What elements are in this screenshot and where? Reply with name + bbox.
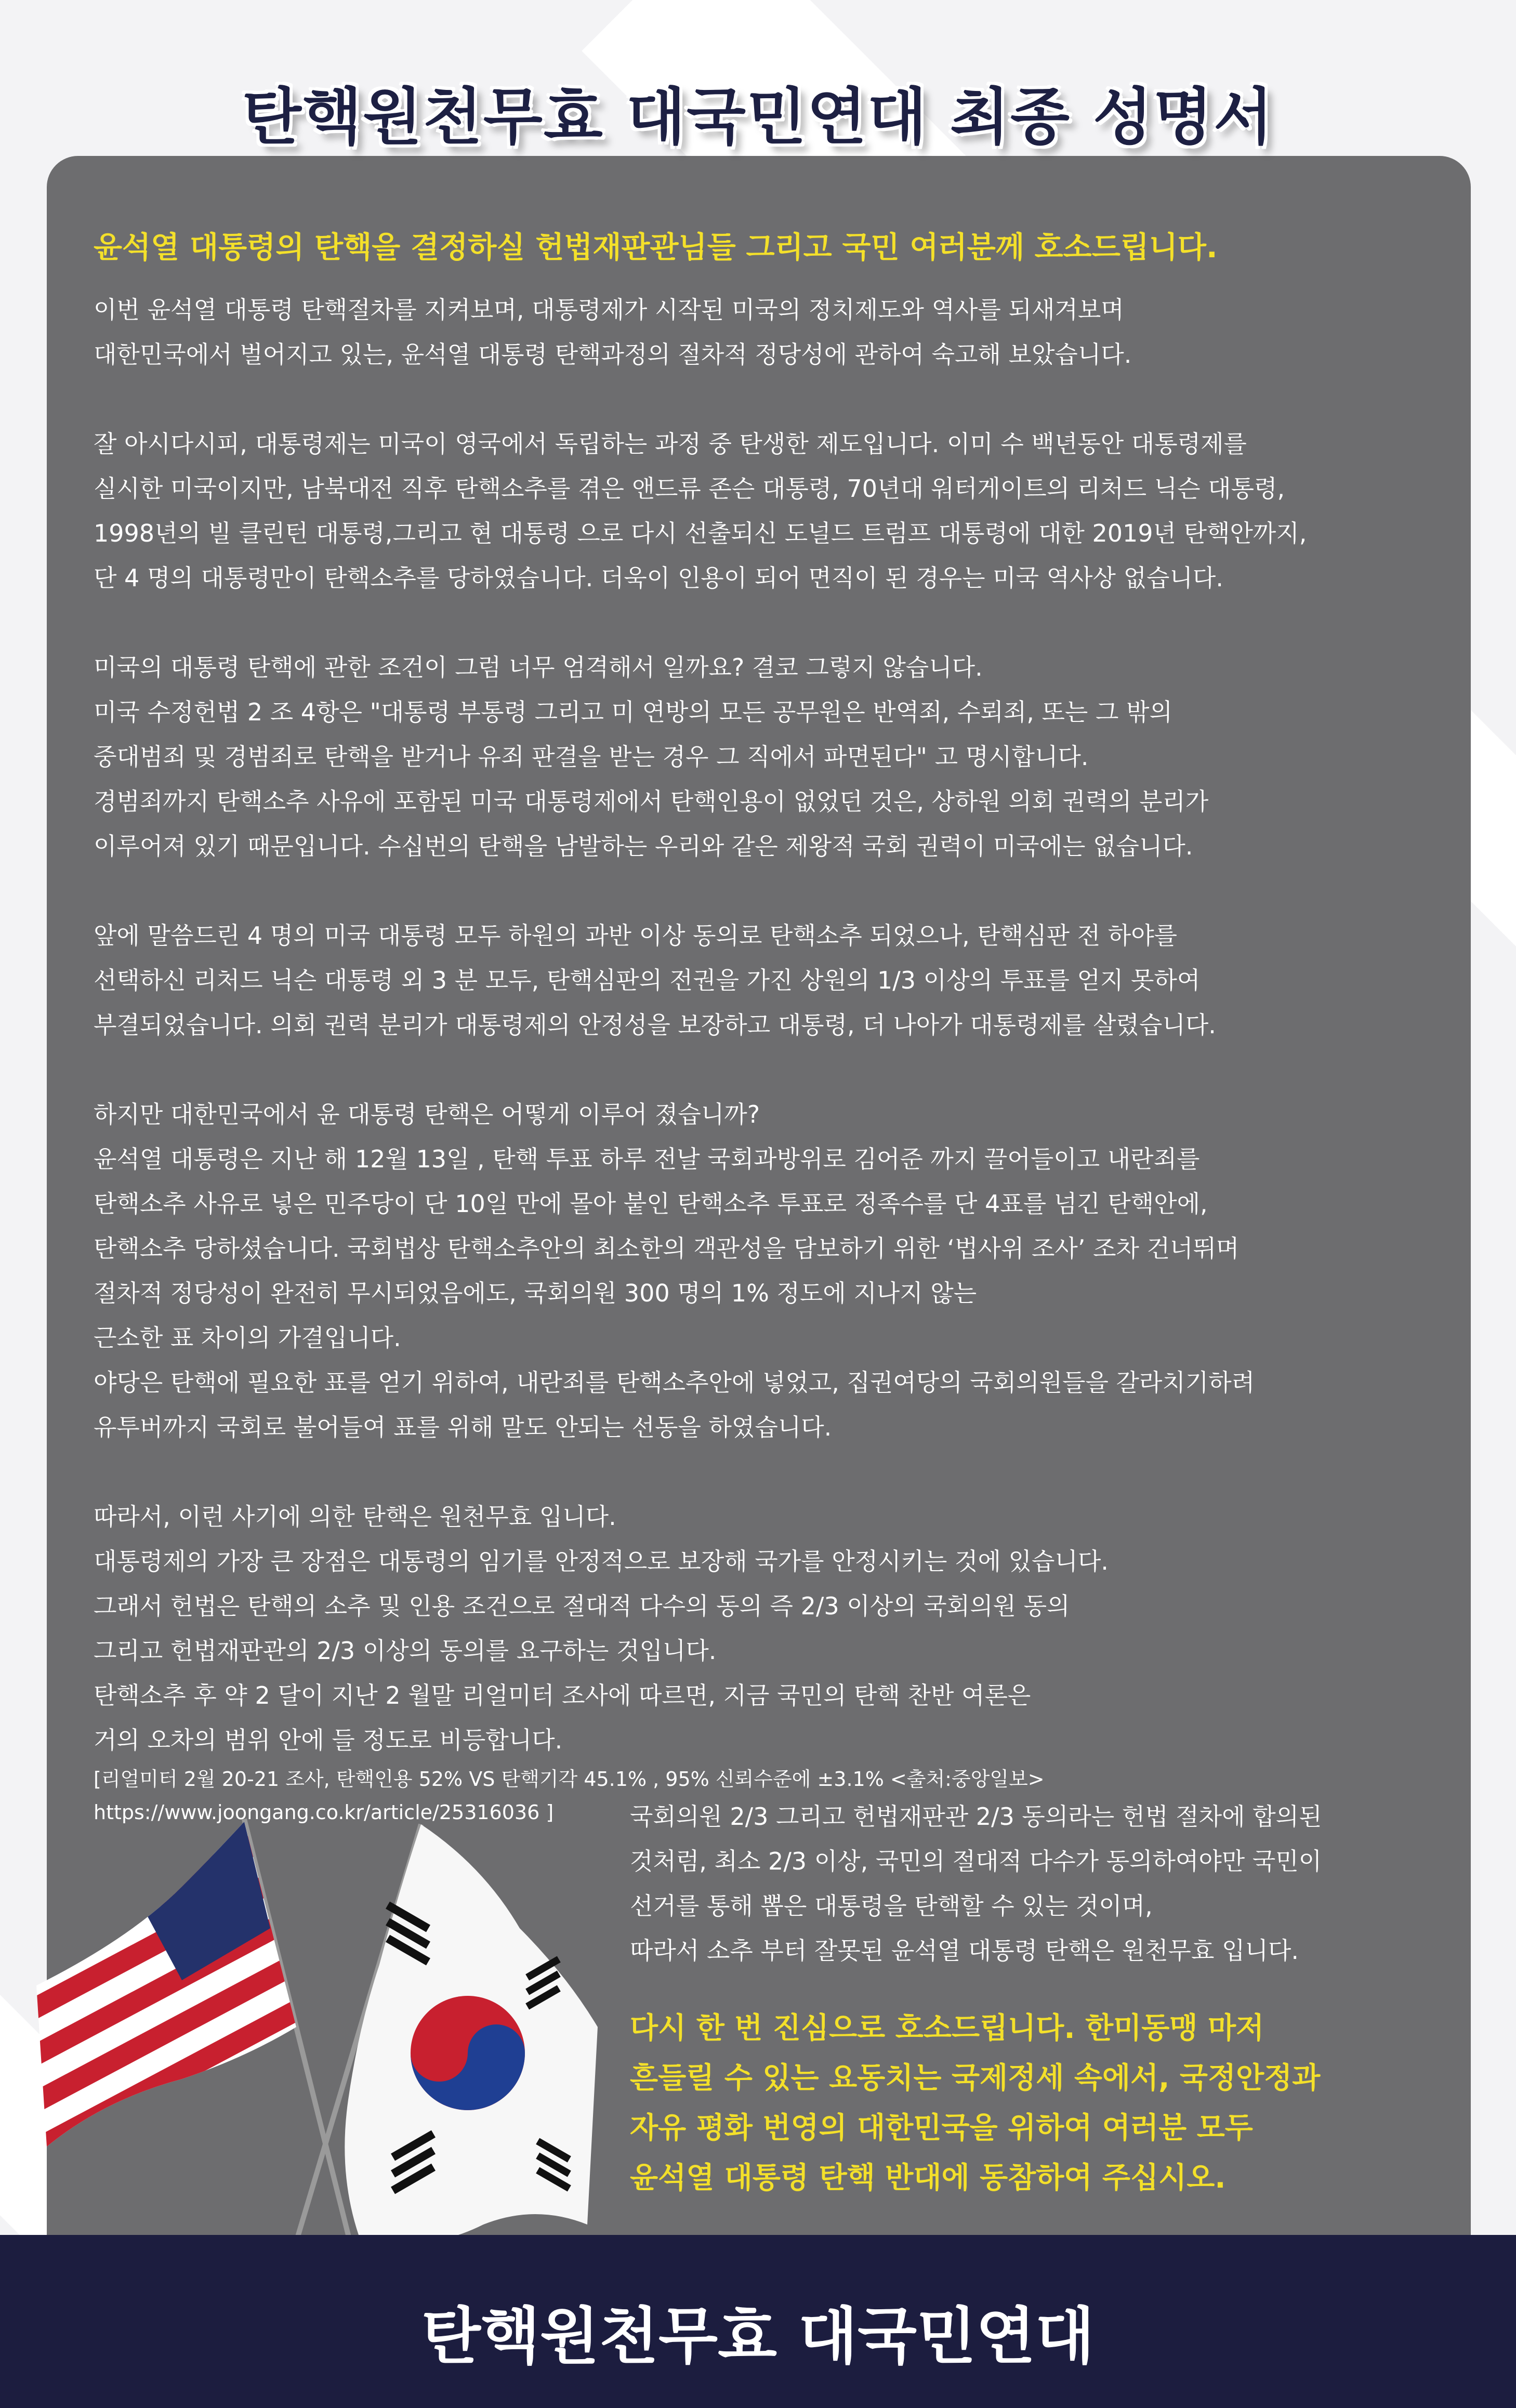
paragraph-constitution [94,645,1455,869]
paragraph-korea-process [94,1092,1455,1450]
text-line: 야당은 탄핵에 필요한 표를 얻기 위하여, 내란죄를 탄핵소추안에 넣었고, 집권여당의 국회의원들을 갈라치기하려 [94,1369,1255,1397]
text-line: 하지만 대한민국에서 윤 대통령 탄핵은 어떻게 이루어 졌습니까? [94,1100,760,1128]
text-line: 그래서 헌법은 탄핵의 소추 및 인용 조건으로 절대적 다수의 동의 즉 2/3 이상의 국회의원 동의 [94,1592,1070,1620]
text-line: 따라서, 이런 사기에 의한 탄핵은 원천무효 입니다. [94,1503,616,1531]
paragraph-senate [94,913,1455,1047]
text-line: 앞에 말씀드린 4 명의 미국 대통령 모두 하원의 과반 이상 동의로 탄핵소추 되었으나, 탄핵심판 전 하야를 [94,922,1178,950]
text-line: 중대범죄 및 경범죄로 탄핵을 받거나 유죄 판결을 받는 경우 그 직에서 파면된다" 고 명시합니다. [94,743,1089,771]
text-line: 선택하신 리처드 닉슨 대통령 외 3 분 모두, 탄핵심판의 전권을 가진 상원의 1/3 이상의 투표를 얻지 못하여 [94,966,1201,994]
text-line: 탄핵소추 후 약 2 달이 지난 2 월말 리얼미터 조사에 따르면, 지금 국민의 탄핵 찬반 여론은 [94,1681,1031,1709]
text-line: 미국 수정헌법 2 조 4항은 "대통령 부통령 그리고 미 연방의 모든 공무원은 반역죄, 수뢰죄, 또는 그 밖의 [94,698,1172,726]
appeal-line: 윤석열 대통령 탄핵 반대에 동참하여 주십시오. [630,2161,1226,2195]
footer-banner [0,2235,1516,2408]
text-line: 절차적 정당성이 완전히 무시되었음에도, 국회의원 300 명의 1% 정도에 지나지 않는 [94,1279,977,1307]
text-line: 따라서 소추 부터 잘못된 윤석열 대통령 탄핵은 원천무효 입니다. [630,1937,1299,1965]
text-line: 근소한 표 차이의 가결입니다. [94,1324,401,1352]
text-line: 경범죄까지 탄핵소추 사유에 포함된 미국 대통령제에서 탄핵인용이 없었던 것은, 상하원 의회 권력의 분리가 [94,787,1209,815]
text-line: 미국의 대통령 탄핵에 관한 조건이 그럼 너무 엄격해서 일까요? 결코 그렇지 않습니다. [94,653,983,681]
text-line: 단 4 명의 대통령만이 탄핵소추를 당하였습니다. 더욱이 인용이 되어 면직이 된 경우는 미국 역사상 없습니다. [94,564,1223,592]
paragraph-us-history [94,422,1455,600]
text-line: 부결되었습니다. 의회 권력 분리가 대통령제의 안정성을 보장하고 대통령, 더 나아가 대통령제를 살렸습니다. [94,1011,1216,1039]
text-line: 그리고 헌법재판관의 2/3 이상의 동의를 요구하는 것입니다. [94,1637,717,1665]
us-flag-pole [244,1819,359,2277]
flags-illustration [26,1809,608,2277]
text-line: 1998년의 빌 클린턴 대통령,그리고 현 대통령 으로 다시 선출되신 도널드 트럼프 대통령에 대한 2019년 탄핵안까지, [94,519,1307,547]
constitutional-summary [630,1794,1461,1973]
text-line: 거의 오차의 범위 안에 들 정도로 비등합니다. [94,1726,563,1754]
text-line: 이번 윤석열 대통령 탄핵절차를 지켜보며, 대통령제가 시작된 미국의 정치제도와 역사를 되새겨보며 [94,296,1124,324]
text-line: 윤석열 대통령은 지난 해 12월 13일 , 탄핵 투표 하루 전날 국회과방위로 김어준 까지 끌어들이고 내란죄를 [94,1145,1200,1173]
text-line: 선거를 통해 뽑은 대통령을 탄핵할 수 있는 것이며, [630,1892,1153,1920]
statement-body [94,287,1455,1829]
text-line: 이루어져 있기 때문입니다. 수십번의 탄핵을 남발하는 우리와 같은 제왕적 국회 권력이 미국에는 없습니다. [94,832,1193,860]
lead-heading: 윤석열 대통령의 탄핵을 결정하실 헌법재판관님들 그리고 국민 여러분께 호소드립니다. [94,230,1218,265]
paragraph-conclusion [94,1494,1455,1829]
text-line: 잘 아시다시피, 대통령제는 미국이 영국에서 독립하는 과정 중 탄생한 제도입니다. 이미 수 백년동안 대통령제를 [94,430,1247,458]
text-line: 탄핵소추 사유로 넣은 민주당이 단 10일 만에 몰아 붙인 탄핵소추 투표로 정족수를 단 4표를 넘긴 탄핵안에, [94,1190,1208,1218]
appeal-line: 다시 한 번 진심으로 호소드립니다. 한미동맹 마저 [630,2011,1264,2045]
text-line: 유투버까지 국회로 불어들여 표를 위해 말도 안되는 선동을 하였습니다. [94,1413,832,1441]
korea-flag-icon [345,1824,598,2243]
text-line: 것처럼, 최소 2/3 이상, 국민의 절대적 다수가 동의하여야만 국민이 [630,1847,1322,1875]
reference-link[interactable]: https://www.joongang.co.kr/article/25316036 ] [94,1801,554,1824]
text-line: 실시한 미국이지만, 남북대전 직후 탄핵소추를 겪은 앤드류 존슨 대통령, 70년대 워터게이트의 리처드 닉슨 대통령, [94,475,1285,503]
final-appeal [630,2004,1472,2203]
text-line: 대한민국에서 벌어지고 있는, 윤석열 대통령 탄핵과정의 절차적 정당성에 관하여 숙고해 보았습니다. [94,340,1132,369]
paragraph-intro [94,287,1455,377]
reference-citation: [리얼미터 2월 20-21 조사, 탄핵인용 52% VS 탄핵기각 45.1% , 95% 신뢰수준에 ±3.1% <출처:중앙일보> [94,1768,1045,1791]
footer-organization: 탄핵원천무효 대국민연대 [421,2300,1095,2372]
page-title: 탄핵원천무효 대국민연대 최종 성명서 [242,81,1274,153]
appeal-line: 자유 평화 번영의 대한민국을 위하여 여러분 모두 [630,2111,1253,2145]
text-line: 탄핵소추 당하셨습니다. 국회법상 탄핵소추안의 최소한의 객관성을 담보하기 위한 ‘법사위 조사’ 조차 건너뛰며 [94,1234,1240,1262]
appeal-line: 흔들릴 수 있는 요동치는 국제정세 속에서, 국정안정과 [630,2061,1321,2095]
text-line: 대통령제의 가장 큰 장점은 대통령의 임기를 안정적으로 보장해 국가를 안정시키는 것에 있습니다. [94,1547,1109,1575]
text-line: 국회의원 2/3 그리고 헌법재판관 2/3 동의라는 헌법 절차에 합의된 [630,1802,1322,1831]
